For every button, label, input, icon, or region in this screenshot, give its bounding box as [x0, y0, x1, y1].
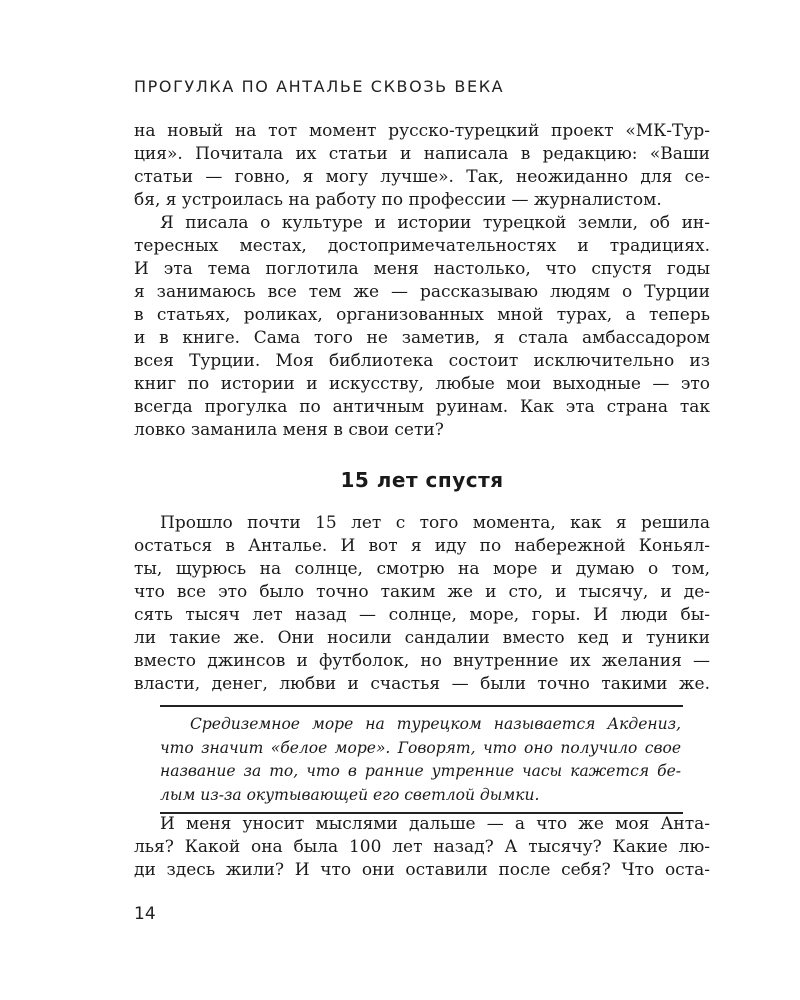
section-heading: 15 лет спустя	[340, 468, 504, 492]
text-line: ция». Почитала их статьи и написала в редакцию: «Ваши	[134, 144, 710, 164]
text-line: ли такие же. Они носили сандалии вместо кед и туники	[134, 628, 710, 648]
text-line: остаться в Анталье. И вот я иду по набережной Коньял-	[134, 536, 710, 556]
text-line: и в книге. Сама того не заметив, я стала амбассадором	[134, 328, 710, 348]
page-number: 14	[134, 904, 156, 924]
body-text-block	[134, 120, 710, 442]
text-line: тересных местах, достопримечательностях и традициях.	[134, 236, 710, 256]
text-line: ловко заманила меня в свои сети?	[134, 420, 444, 440]
text-line: ты, щурюсь на солнце, смотрю на море и думаю о том,	[134, 559, 710, 579]
sidebar-note	[160, 705, 683, 814]
text-line: И эта тема поглотила меня настолько, что спустя годы	[134, 259, 710, 279]
text-line: власти, денег, любви и счастья — были точно такими же.	[134, 674, 710, 694]
text-line: что значит «белое море». Говорят, что оно получило свое	[160, 738, 681, 757]
text-line: в статьях, роликах, организованных мной турах, а теперь	[134, 305, 710, 325]
text-line: я занимаюсь все тем же — рассказываю людям о Турции	[134, 282, 710, 302]
text-line: что все это было точно таким же и сто, и тысячу, и де-	[134, 582, 710, 602]
paragraph	[134, 813, 710, 882]
text-line: И меня уносит мыслями дальше — а что же моя Анта-	[160, 814, 710, 834]
paragraph-continued	[134, 120, 710, 212]
text-line: ди здесь жили? И что они оставили после себя? Что оста-	[134, 860, 710, 880]
text-line: бя, я устроилась на работу по профессии — журналистом.	[134, 190, 662, 210]
text-line: название за то, что в ранние утренние часы кажется бе-	[160, 762, 681, 780]
running-head: ПРОГУЛКА ПО АНТАЛЬЕ СКВОЗЬ ВЕКА	[134, 77, 505, 96]
text-line: вместо джинсов и футболок, но внутренние их желания —	[134, 651, 710, 671]
text-line: всегда прогулка по античным руинам. Как эта страна так	[134, 397, 710, 417]
text-line: сять тысяч лет назад — солнце, море, горы. И люди бы-	[134, 605, 710, 625]
text-line: Я писала о культуре и истории турецкой земли, об ин-	[160, 213, 710, 233]
text-line: Средиземное море на турецком называется Акдениз,	[190, 715, 681, 733]
sidebar-note-text	[160, 713, 683, 807]
text-line: лым из-за окутывающей его светлой дымки.	[160, 785, 540, 804]
text-line: лья? Какой она была 100 лет назад? А тысячу? Какие лю-	[134, 837, 710, 857]
paragraph	[134, 512, 710, 696]
text-line: на новый на тот момент русско-турецкий проект «МК-Тур-	[134, 121, 710, 141]
paragraph	[134, 212, 710, 442]
text-line: всея Турции. Моя библиотека состоит исключительно из	[134, 351, 710, 371]
text-line: статьи — говно, я могу лучше». Так, неожиданно для се-	[134, 167, 710, 187]
text-line: Прошло почти 15 лет с того момента, как я решила	[160, 513, 710, 533]
text-line: книг по истории и искусству, любые мои выходные — это	[134, 374, 710, 394]
